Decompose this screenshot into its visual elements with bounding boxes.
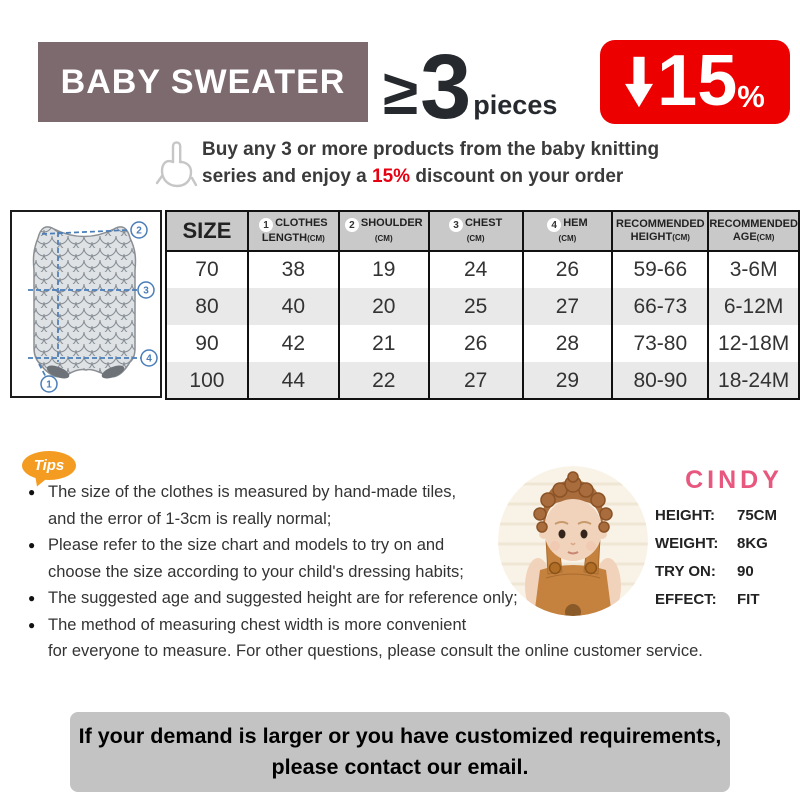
bullet-icon: ● — [28, 485, 36, 499]
spec-height: HEIGHT: 75CM — [655, 506, 778, 524]
product-title-banner — [38, 42, 368, 122]
discount-percent: % — [737, 79, 765, 114]
garment-measurement-diagram — [10, 210, 162, 398]
down-arrow-icon — [625, 55, 653, 109]
cell-size: 80 — [166, 288, 248, 325]
quantity-offer — [383, 36, 558, 139]
model-photo — [498, 466, 648, 616]
list-item: ● The suggested age and suggested height are for reference only; — [28, 585, 790, 612]
cell-chest: 27 — [429, 362, 523, 399]
tips-bubble-icon — [22, 451, 76, 480]
spec-weight: WEIGHT: 8KG — [655, 534, 768, 552]
cell-size: 100 — [166, 362, 248, 399]
list-item: ● Please refer to the size chart and models to try on and choose the size according to your child's dressing habits; — [28, 532, 790, 585]
cell-chest: 25 — [429, 288, 523, 325]
table-row — [166, 251, 799, 288]
cell-shoulder: 20 — [339, 288, 429, 325]
cell-chest: 24 — [429, 251, 523, 288]
promo-discount-highlight: 15% — [372, 166, 411, 187]
quantity-unit: pieces — [473, 90, 558, 120]
column-header-size: SIZE — [166, 211, 248, 251]
column-header-shoulder: 2 SHOULDER (CM) — [339, 211, 429, 251]
circled-1-icon: 1 — [259, 218, 273, 232]
cell-length: 42 — [248, 325, 339, 362]
column-header-recommended-age: RECOMMENDED AGE(CM) — [708, 211, 799, 251]
marker-2: 2 — [136, 225, 142, 237]
column-header-chest: 3 CHEST (CM) — [429, 211, 523, 251]
cell-shoulder: 19 — [339, 251, 429, 288]
column-header-recommended-height: RECOMMENDED HEIGHT(CM) — [612, 211, 708, 251]
column-header-clothes-length: 1 CLOTHES LENGTH(CM) — [248, 211, 339, 251]
list-item: ● The method of measuring chest width is more convenient for everyone to measure. For other questions, please consult the online customer service. — [28, 612, 790, 665]
table-header-row — [166, 211, 799, 251]
cell-height: 73-80 — [612, 325, 708, 362]
contact-line2: please contact our email. — [271, 755, 529, 779]
promo-line1: Buy any 3 or more products from the baby knitting — [202, 139, 660, 160]
romper-outline — [33, 227, 135, 377]
discount-number: 15 — [657, 41, 738, 122]
cell-age: 18-24M — [708, 362, 799, 399]
cell-length: 44 — [248, 362, 339, 399]
tips-label: Tips — [33, 457, 65, 474]
table-row — [166, 362, 799, 399]
list-item: ● The size of the clothes is measured by hand-made tiles, and the error of 1-3cm is really normal; — [28, 479, 790, 532]
cell-hem: 29 — [523, 362, 613, 399]
bullet-icon: ● — [28, 617, 36, 632]
cell-shoulder: 21 — [339, 325, 429, 362]
greater-equal-symbol: ≥ — [383, 55, 419, 128]
spec-effect: EFFECT: FIT — [655, 590, 760, 608]
table-row — [166, 325, 799, 362]
cell-hem: 27 — [523, 288, 613, 325]
bullet-icon: ● — [28, 538, 36, 552]
cell-length: 38 — [248, 251, 339, 288]
circled-2-icon: 2 — [345, 218, 359, 232]
model-specs — [655, 501, 777, 613]
cell-age: 3-6M — [708, 251, 799, 288]
spec-try-on: TRY ON: 90 — [655, 562, 754, 580]
pointing-hand-icon — [154, 138, 198, 195]
bullet-icon: ● — [28, 591, 36, 605]
promo-line2: series and enjoy a 15% discount on your order — [202, 166, 624, 187]
cell-shoulder: 22 — [339, 362, 429, 399]
cell-age: 6-12M — [708, 288, 799, 325]
size-chart-table — [165, 210, 800, 400]
cell-hem: 28 — [523, 325, 613, 362]
cell-length: 40 — [248, 288, 339, 325]
marker-1: 1 — [46, 379, 52, 391]
model-name: CINDY — [685, 466, 783, 494]
marker-4: 4 — [146, 353, 152, 365]
table-row — [166, 288, 799, 325]
marker-3: 3 — [143, 285, 149, 297]
cell-hem: 26 — [523, 251, 613, 288]
discount-badge — [600, 40, 790, 124]
circled-3-icon: 3 — [449, 218, 463, 232]
quantity-number: 3 — [420, 36, 472, 139]
product-title: BABY SWEATER — [60, 62, 346, 101]
cell-size: 70 — [166, 251, 248, 288]
cell-chest: 26 — [429, 325, 523, 362]
cell-height: 80-90 — [612, 362, 708, 399]
promo-text — [202, 136, 659, 190]
cell-size: 90 — [166, 325, 248, 362]
cell-height: 59-66 — [612, 251, 708, 288]
contact-banner — [70, 712, 730, 792]
cell-height: 66-73 — [612, 288, 708, 325]
column-header-hem: 4 HEM (CM) — [523, 211, 613, 251]
contact-line1: If your demand is larger or you have customized requirements, — [78, 724, 722, 748]
circled-4-icon: 4 — [547, 218, 561, 232]
cell-age: 12-18M — [708, 325, 799, 362]
